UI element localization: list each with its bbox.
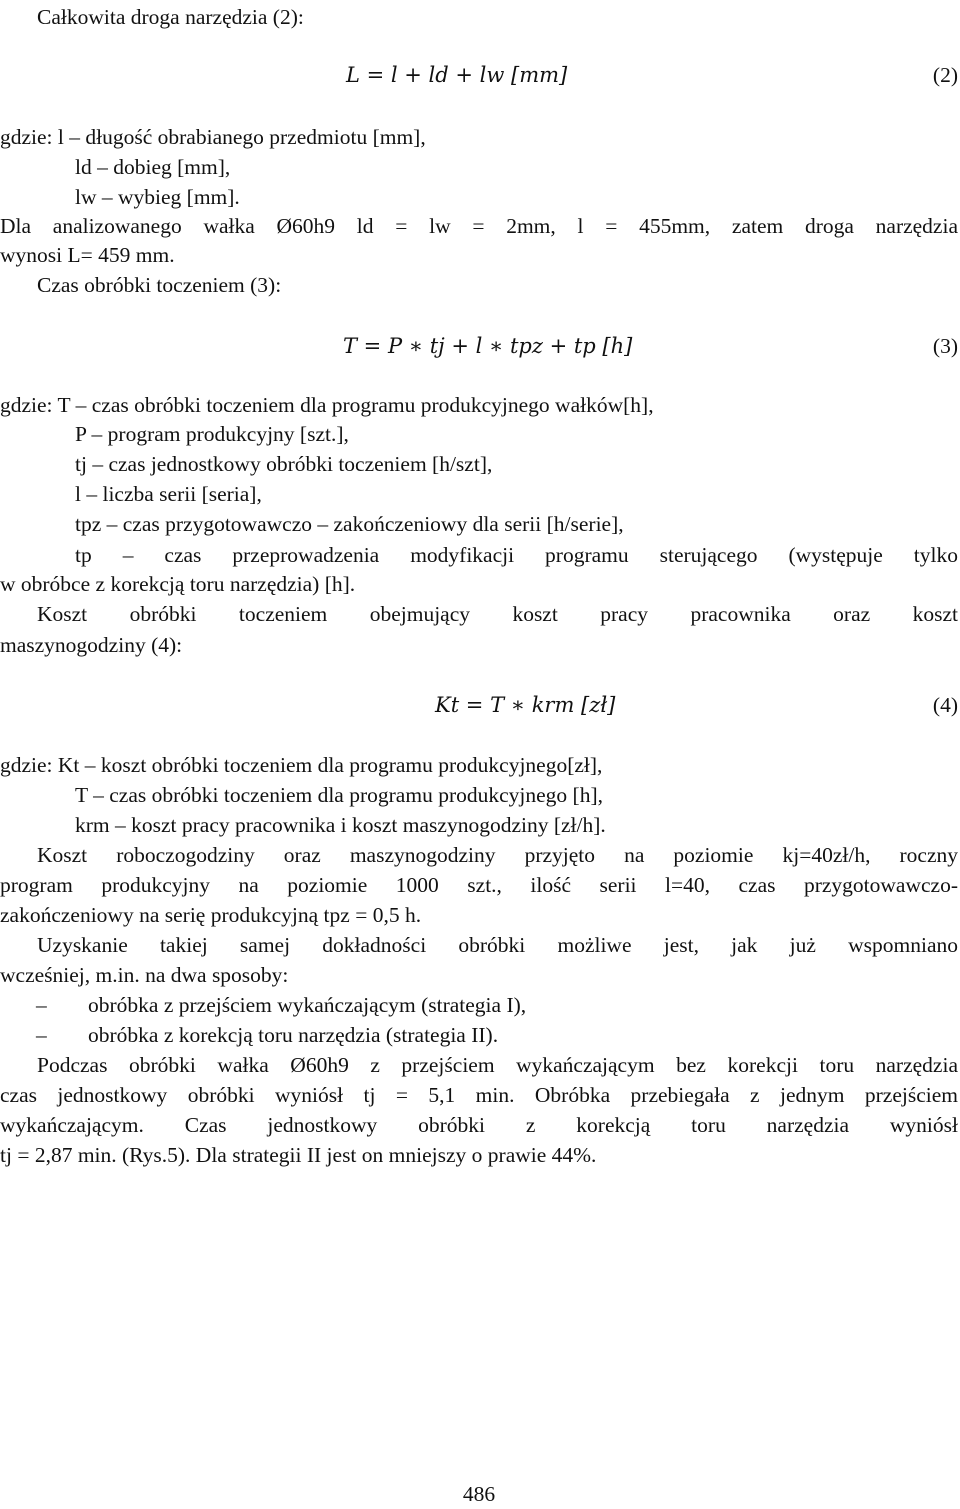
equation-4: Kt = T ∗ krm [zł] [435,693,616,717]
paragraph-line: wynosi L= 459 mm. [0,243,175,267]
definition-line: P – program produkcyjny [szt.], [75,422,349,446]
definition-line: gdzie: T – czas obróbki toczeniem dla programu produkcyjnego wałków[h], [0,393,654,417]
definition-line: tp – czas przeprowadzenia modyfikacji programu sterującego (występuje tylko [75,543,958,567]
paragraph-line: Podczas obróbki wałka Ø60h9 z przejściem wykańczającym bez korekcji toru narzędzia [37,1053,958,1077]
equation-3: T = P ∗ tj + l ∗ tpz + tp [h] [343,334,633,358]
definition-line: gdzie: Kt – koszt obróbki toczeniem dla programu produkcyjnego[zł], [0,753,603,777]
equation-2: L = l + ld + lw [mm] [346,63,568,87]
equation-4-number: (4) [932,693,958,717]
paragraph-line: wcześniej, m.in. na dwa sposoby: [0,963,289,987]
definition-line: tpz – czas przygotowawczo – zakończeniowy dla serii [h/serie], [75,512,624,536]
definition-line: ld – dobieg [mm], [75,155,231,179]
page-number: 486 [462,1482,496,1506]
paragraph-line: maszynogodziny (4): [0,633,183,657]
paragraph-line: Koszt obróbki toczeniem obejmujący koszt pracy pracownika oraz koszt [37,602,958,626]
list-dash: – [36,1023,47,1047]
equation-3-number: (3) [932,334,958,358]
definition-line: T – czas obróbki toczeniem dla programu produkcyjnego [h], [75,783,603,807]
list-item: obróbka z korekcją toru narzędzia (strategia II). [88,1023,499,1047]
definition-line: w obróbce z korekcją toru narzędzia) [h]. [0,572,356,596]
paragraph-line: czas jednostkowy obróbki wyniósł tj = 5,1 min. Obróbka przebiegała z jednym przejściem [0,1083,958,1107]
section-heading: Czas obróbki toczeniem (3): [37,273,282,297]
definition-line: tj – czas jednostkowy obróbki toczeniem [h/szt], [75,452,493,476]
paragraph-line: tj = 2,87 min. (Rys.5). Dla strategii II jest on mniejszy o prawie 44%. [0,1143,597,1167]
definition-line: gdzie: l – długość obrabianego przedmiotu [mm], [0,125,426,149]
paragraph-line: Koszt roboczogodziny oraz maszynogodziny przyjęto na poziomie kj=40zł/h, roczny [37,843,958,867]
paragraph-line: program produkcyjny na poziomie 1000 szt., ilość serii l=40, czas przygotowawczo- [0,873,958,897]
definition-line: krm – koszt pracy pracownika i koszt maszynogodziny [zł/h]. [75,813,606,837]
paragraph-line: zakończeniowy na serię produkcyjną tpz = 0,5 h. [0,903,422,927]
paragraph-line: wykańczającym. Czas jednostkowy obróbki z korekcją toru narzędzia wyniósł [0,1113,958,1137]
section-heading: Całkowita droga narzędzia (2): [37,5,304,29]
paragraph-line: Uzyskanie takiej samej dokładności obróbki możliwe jest, jak już wspomniano [37,933,958,957]
definition-line: lw – wybieg [mm]. [75,185,240,209]
list-item: obróbka z przejściem wykańczającym (strategia I), [88,993,527,1017]
list-dash: – [36,993,47,1017]
equation-2-number: (2) [932,63,958,87]
paragraph-line: Dla analizowanego wałka Ø60h9 ld = lw = 2mm, l = 455mm, zatem droga narzędzia [0,214,958,238]
definition-line: l – liczba serii [seria], [75,482,262,506]
